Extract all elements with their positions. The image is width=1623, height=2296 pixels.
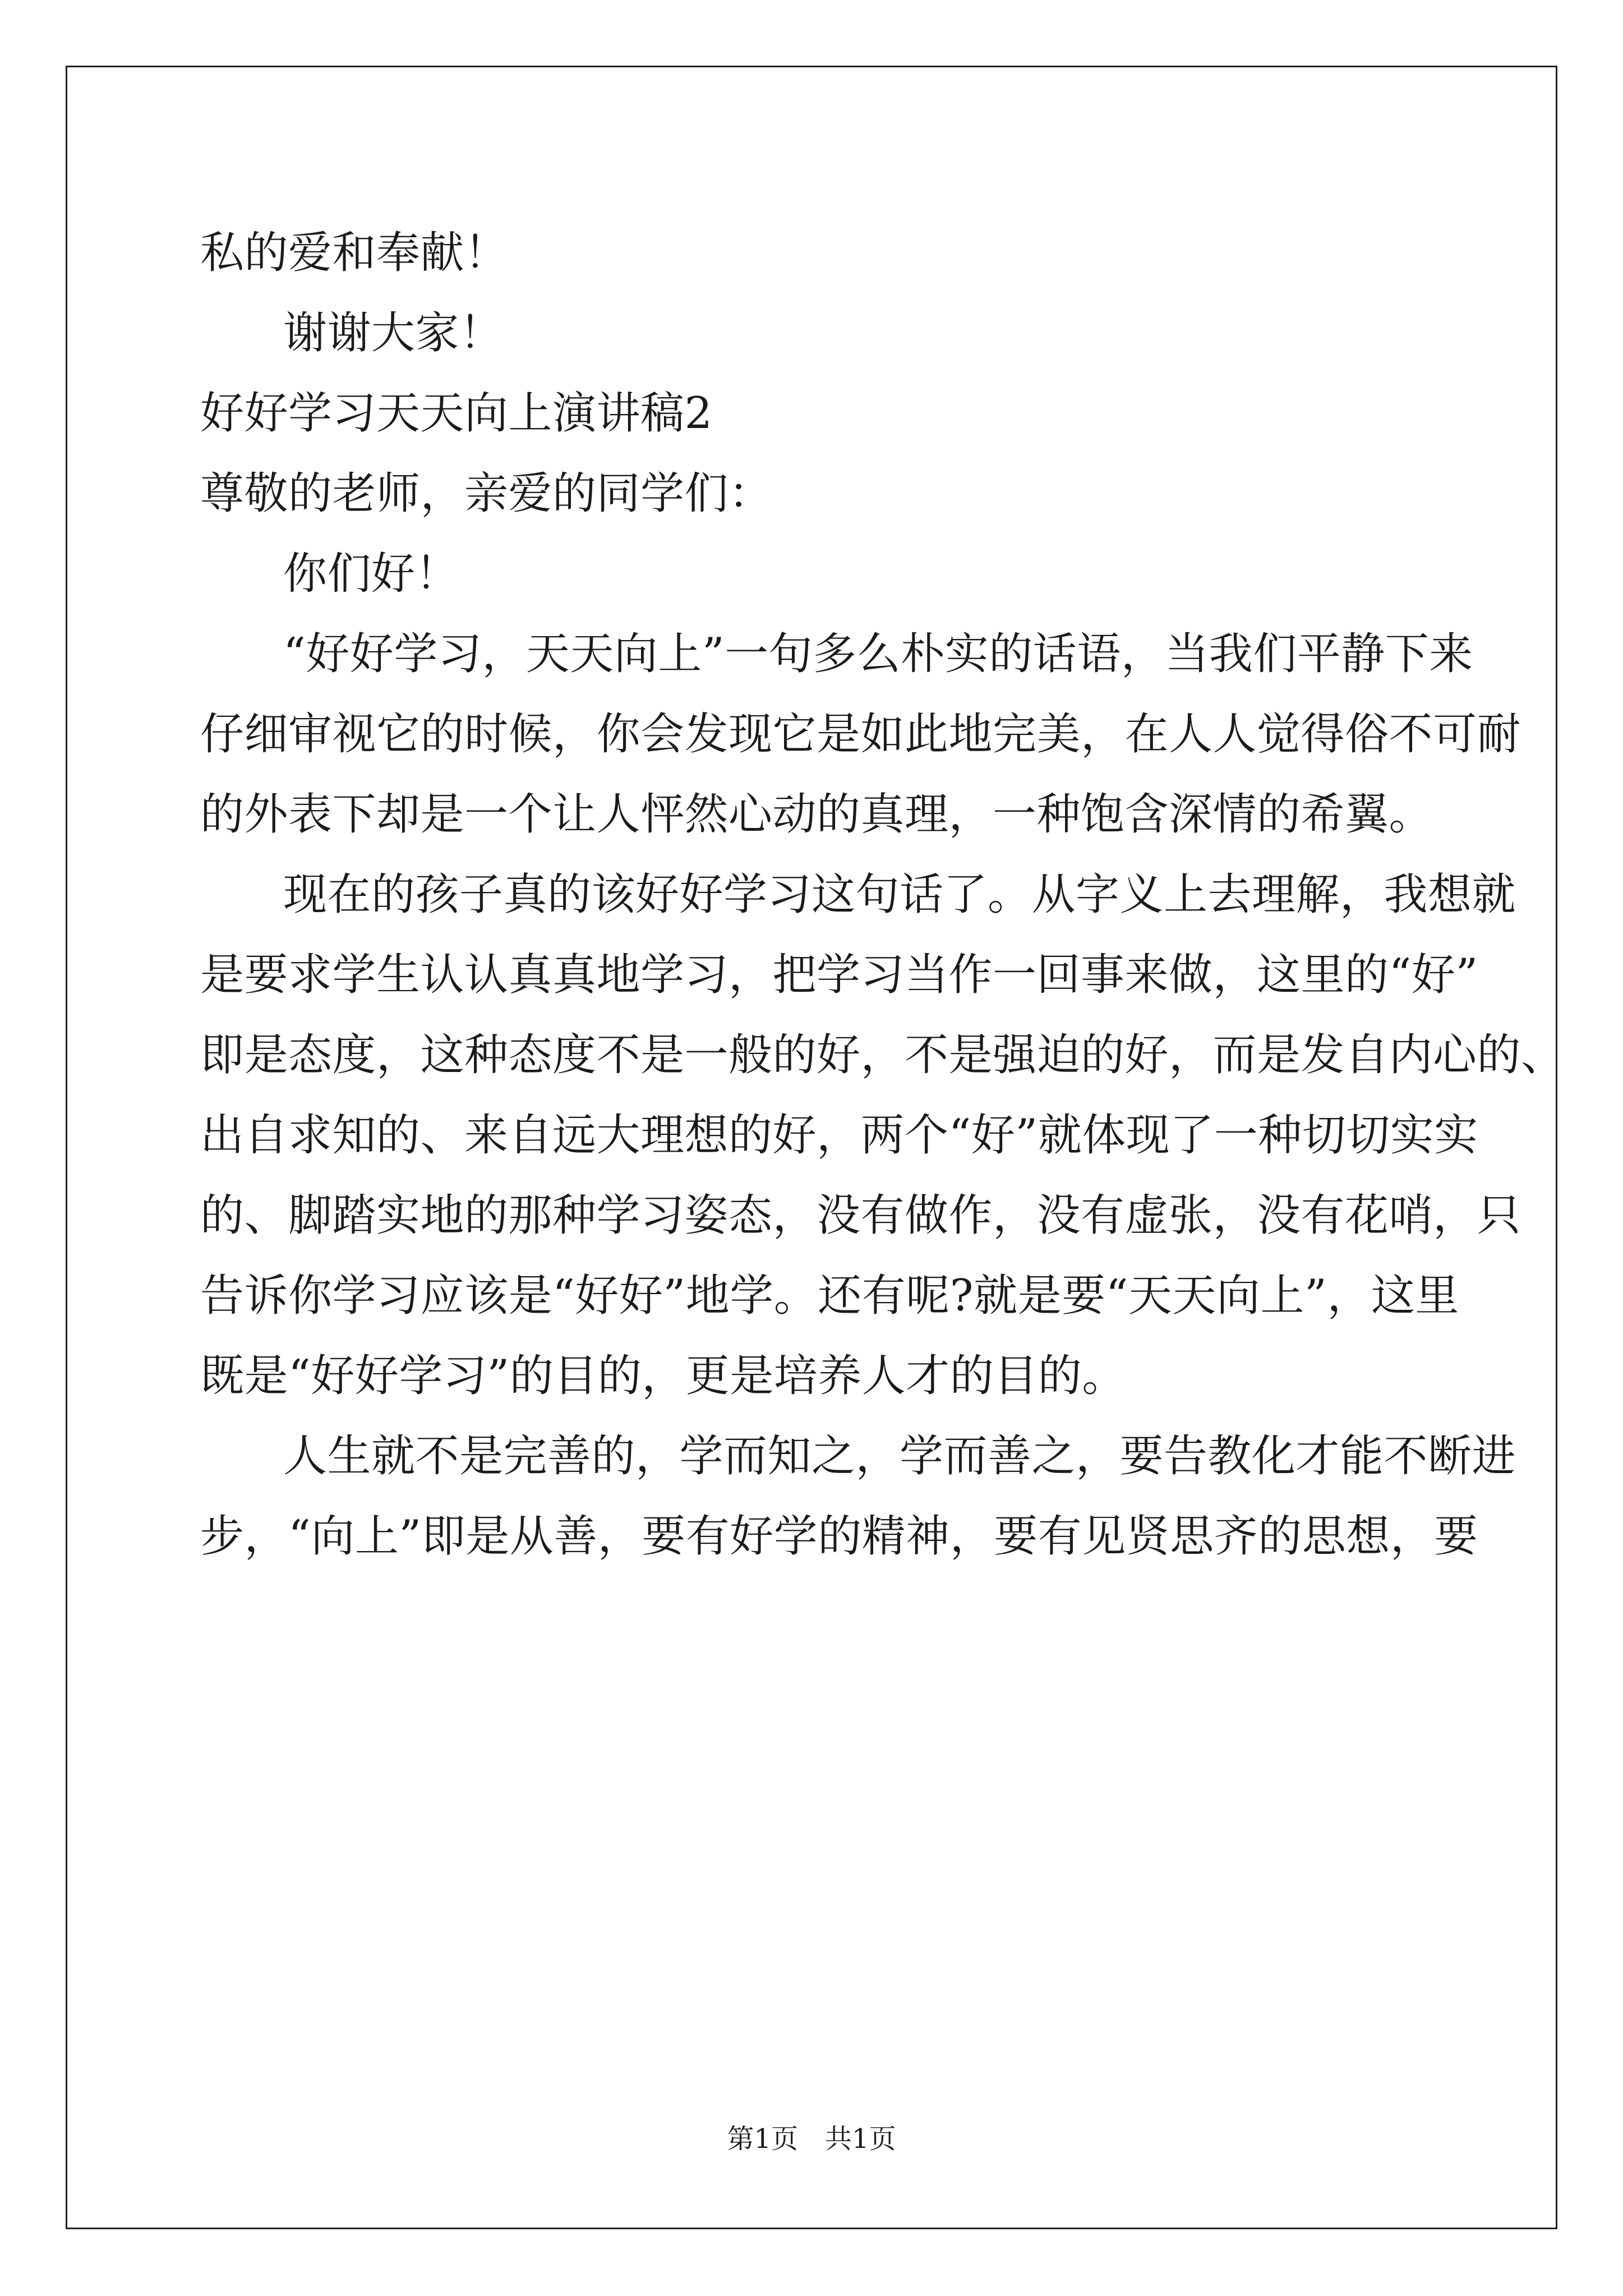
text-line: 告诉你学习应该是“好好”地学。还有呢?就是要“天天向上”，这里 bbox=[200, 1271, 1459, 1321]
salutation: 尊敬的老师，亲爱的同学们： bbox=[200, 468, 773, 519]
text-line: 现在的孩子真的该好好学习这句话了。从字义上去理解，我想就 bbox=[283, 869, 1516, 920]
text-line: 人生就不是完善的，学而知之，学而善之，要告教化才能不断进 bbox=[283, 1431, 1516, 1481]
page-footer: 第1页 共1页 bbox=[727, 2123, 896, 2155]
text-line: 既是“好好学习”的目的，更是培养人才的目的。 bbox=[200, 1351, 1126, 1401]
text-line: 的、脚踏实地的那种学习姿态，没有做作，没有虚张，没有花哨，只 bbox=[200, 1190, 1521, 1241]
text-line: 即是态度，这种态度不是一般的好，不是强迫的好，而是发自内心的、 bbox=[200, 1030, 1565, 1080]
text-line: 私的爱和奉献！ bbox=[200, 228, 509, 278]
text-line: 的外表下却是一个让人怦然心动的真理，一种饱含深情的希翼。 bbox=[200, 789, 1433, 840]
section-title: 好好学习天天向上演讲稿2 bbox=[200, 388, 713, 439]
text-line: 是要求学生认认真真地学习，把学习当作一回事来做，这里的“好” bbox=[200, 950, 1478, 1000]
text-line: “好好学习，天天向上”一句多么朴实的话语，当我们平静下来 bbox=[283, 629, 1473, 679]
text-line: 仔细审视它的时候，你会发现它是如此地完美，在人人觉得俗不可耐 bbox=[200, 709, 1521, 760]
text-line: 谢谢大家！ bbox=[283, 308, 504, 358]
text-line: 出自求知的、来自远大理想的好，两个“好”就体现了一种切切实实 bbox=[200, 1110, 1478, 1161]
greeting: 你们好！ bbox=[283, 549, 460, 599]
text-line: 步，“向上”即是从善，要有好学的精神，要有见贤思齐的思想，要 bbox=[200, 1511, 1478, 1562]
